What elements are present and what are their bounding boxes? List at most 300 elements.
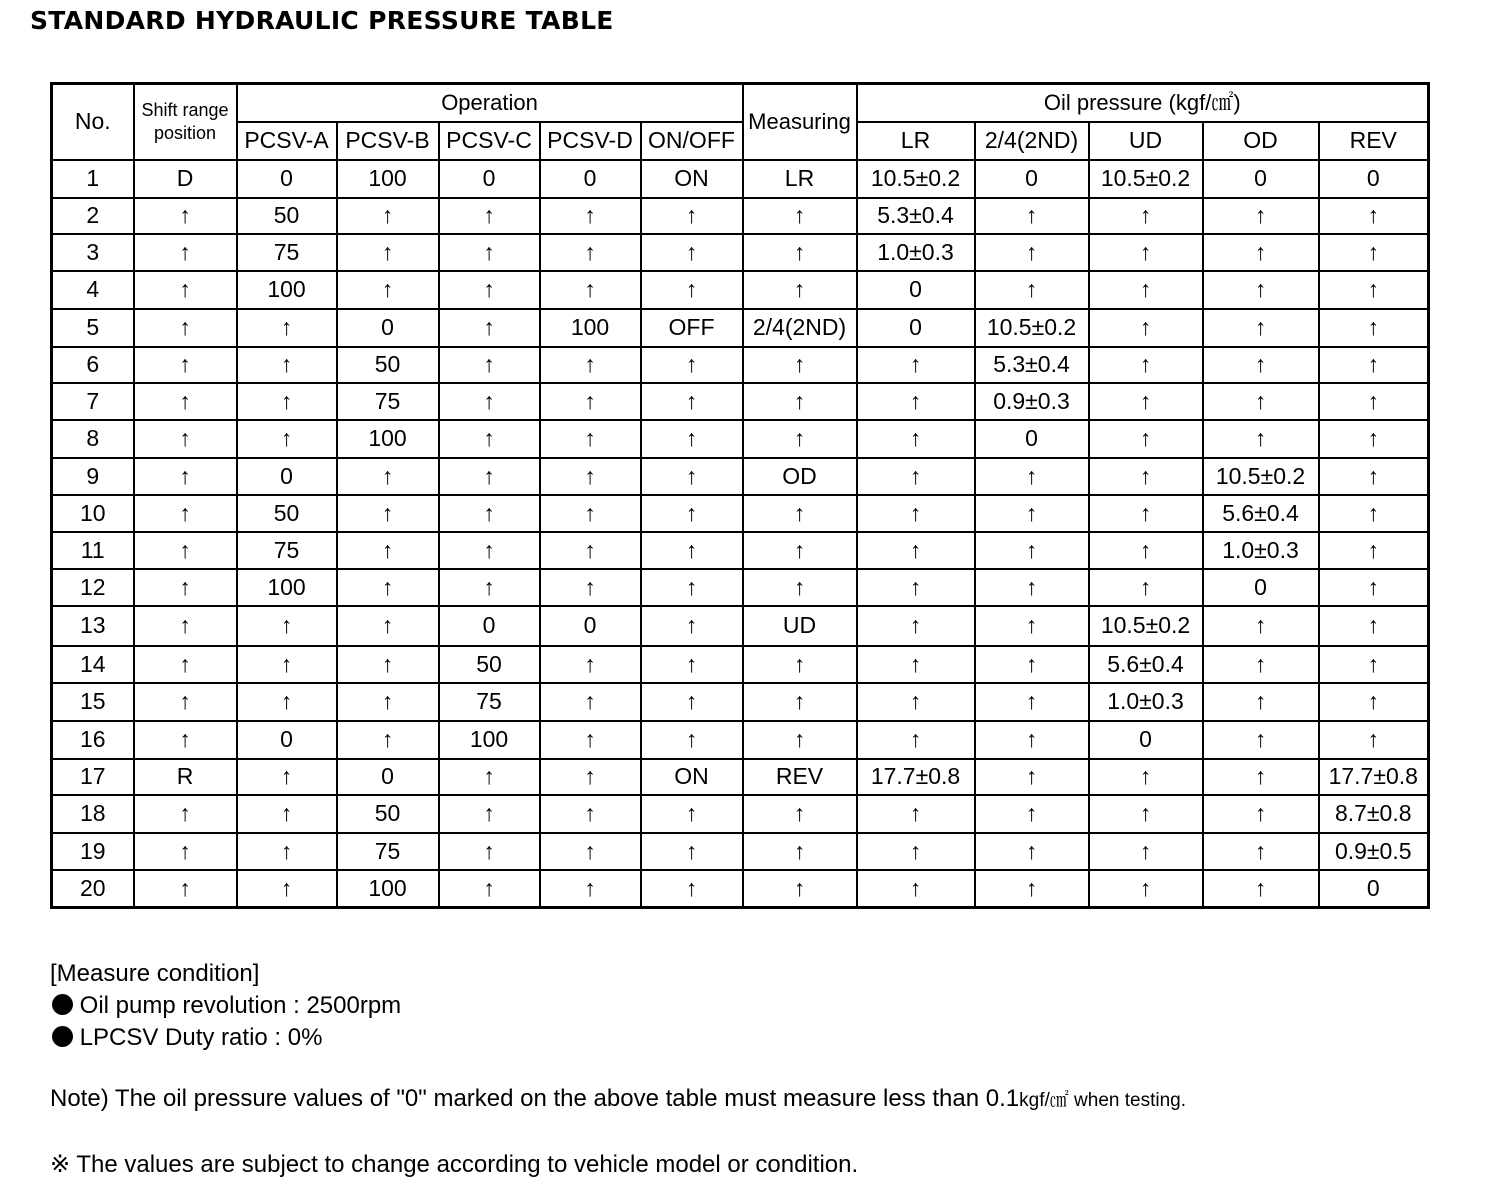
table-cell: ↑ <box>1203 833 1319 870</box>
table-cell: ↑ <box>540 234 641 271</box>
table-cell: ↑ <box>237 420 337 458</box>
table-cell: 18 <box>52 795 134 833</box>
table-cell: ↑ <box>134 646 237 683</box>
table-cell: ↑ <box>134 532 237 569</box>
disclaimer: ※ The values are subject to change according to vehicle model or condition. <box>50 1151 859 1178</box>
table-cell: ↑ <box>857 646 975 683</box>
table-cell: D <box>134 160 237 198</box>
table-cell: ↑ <box>1319 646 1429 683</box>
table-cell: ↑ <box>641 795 743 833</box>
table-row <box>52 309 1429 347</box>
table-cell: ↑ <box>975 721 1089 759</box>
table-cell: ↑ <box>1089 569 1203 606</box>
table-cell: ↑ <box>857 420 975 458</box>
table-cell: ↑ <box>540 721 641 759</box>
table-cell: ↑ <box>337 532 439 569</box>
table-row <box>52 271 1429 309</box>
table-cell: ↑ <box>857 606 975 646</box>
table-cell: ↑ <box>134 347 237 383</box>
table-cell: 0.9±0.5 <box>1319 833 1429 870</box>
header-shift-line2: position <box>153 122 217 143</box>
table-cell: ↑ <box>1319 271 1429 309</box>
table-cell: ↑ <box>337 646 439 683</box>
table-cell: ↑ <box>1319 532 1429 569</box>
table-cell: ↑ <box>641 383 743 420</box>
table-cell: ↑ <box>975 870 1089 908</box>
table-cell: ↑ <box>337 495 439 532</box>
header-lr: LR <box>857 122 975 160</box>
table-cell: ↑ <box>134 721 237 759</box>
page-title: STANDARD HYDRAULIC PRESSURE TABLE <box>30 6 614 35</box>
table-cell: ↑ <box>743 495 857 532</box>
table-cell: 1.0±0.3 <box>857 234 975 271</box>
table-cell: 2 <box>52 198 134 234</box>
table-cell: 0 <box>439 606 540 646</box>
table-cell: 0 <box>857 309 975 347</box>
table-cell: ↑ <box>1089 833 1203 870</box>
table-cell: 2/4(2ND) <box>743 309 857 347</box>
table-cell: ↑ <box>641 683 743 721</box>
table-cell: 0 <box>439 160 540 198</box>
measure-condition-item <box>50 990 401 1022</box>
measure-condition <box>50 958 401 1054</box>
table-cell: 50 <box>237 495 337 532</box>
table-cell: ↑ <box>743 532 857 569</box>
table-row <box>52 569 1429 606</box>
measure-condition-text: Oil pump revolution : 2500rpm <box>79 992 402 1019</box>
table-cell: 50 <box>337 347 439 383</box>
table-cell: ↑ <box>337 569 439 606</box>
table-cell: ↑ <box>743 234 857 271</box>
table-cell: ↑ <box>134 198 237 234</box>
table-cell: ↑ <box>134 271 237 309</box>
table-row <box>52 347 1429 383</box>
table-cell: 0 <box>337 309 439 347</box>
pressure-table <box>50 82 1430 909</box>
table-cell: ↑ <box>641 271 743 309</box>
table-cell: ↑ <box>641 532 743 569</box>
table-cell: 5.6±0.4 <box>1203 495 1319 532</box>
table-cell: 10.5±0.2 <box>857 160 975 198</box>
table-cell: 0 <box>540 606 641 646</box>
table-cell: 8 <box>52 420 134 458</box>
table-cell: 50 <box>337 795 439 833</box>
table-row <box>52 683 1429 721</box>
table-cell: ↑ <box>540 271 641 309</box>
table-cell: ↑ <box>439 833 540 870</box>
table-cell: ↑ <box>540 532 641 569</box>
table-cell: 10.5±0.2 <box>1089 606 1203 646</box>
table-cell: 75 <box>337 833 439 870</box>
table-cell: ↑ <box>439 234 540 271</box>
table-cell: ↑ <box>134 683 237 721</box>
table-cell: ↑ <box>743 833 857 870</box>
table-row <box>52 532 1429 569</box>
table-cell: ↑ <box>134 383 237 420</box>
header-rev: REV <box>1319 122 1429 160</box>
table-cell: ↑ <box>975 271 1089 309</box>
table-cell: ↑ <box>1319 309 1429 347</box>
table-cell: ↑ <box>439 271 540 309</box>
table-cell: ↑ <box>857 458 975 495</box>
table-cell: ↑ <box>1319 569 1429 606</box>
bullet-icon <box>52 1026 73 1047</box>
table-cell: ↑ <box>337 458 439 495</box>
table-cell: ↑ <box>743 721 857 759</box>
table-cell: ↑ <box>1203 683 1319 721</box>
table-cell: ↑ <box>975 458 1089 495</box>
header-pcsv-a: PCSV-A <box>237 122 337 160</box>
table-cell: ↑ <box>134 458 237 495</box>
table-cell: ↑ <box>975 683 1089 721</box>
table-cell: ↑ <box>1089 234 1203 271</box>
table-cell: ↑ <box>134 606 237 646</box>
table-cell: ↑ <box>1319 420 1429 458</box>
table-cell: ↑ <box>641 420 743 458</box>
table-cell: ↑ <box>1319 198 1429 234</box>
table-cell: ↑ <box>743 795 857 833</box>
table-cell: 75 <box>439 683 540 721</box>
table-cell: ↑ <box>1203 347 1319 383</box>
table-cell: 10.5±0.2 <box>975 309 1089 347</box>
table-cell: ↑ <box>540 759 641 795</box>
table-cell: 11 <box>52 532 134 569</box>
table-cell: ↑ <box>337 271 439 309</box>
table-cell: ↑ <box>743 420 857 458</box>
table-cell: ↑ <box>439 569 540 606</box>
table-cell: ↑ <box>1319 683 1429 721</box>
table-cell: 0 <box>337 759 439 795</box>
table-cell: 50 <box>439 646 540 683</box>
table-cell: ↑ <box>237 870 337 908</box>
table-cell: ↑ <box>975 198 1089 234</box>
table-row <box>52 495 1429 532</box>
table-cell: ↑ <box>1203 234 1319 271</box>
table-cell: ON <box>641 759 743 795</box>
table-row <box>52 870 1429 908</box>
table-cell: ↑ <box>439 309 540 347</box>
table-cell: ↑ <box>1203 870 1319 908</box>
table-cell: ↑ <box>439 795 540 833</box>
table-cell: ↑ <box>743 569 857 606</box>
table-cell: ↑ <box>439 759 540 795</box>
table-row <box>52 833 1429 870</box>
header-no: No. <box>52 84 134 160</box>
table-cell: ↑ <box>641 234 743 271</box>
table-cell: 100 <box>237 569 337 606</box>
table-cell: 0 <box>1319 870 1429 908</box>
table-cell: ↑ <box>439 495 540 532</box>
table-cell: ↑ <box>857 721 975 759</box>
table-row <box>52 198 1429 234</box>
table-cell: OD <box>743 458 857 495</box>
table-cell: 4 <box>52 271 134 309</box>
header-on-off: ON/OFF <box>641 122 743 160</box>
table-cell: 0.9±0.3 <box>975 383 1089 420</box>
table-cell: 10.5±0.2 <box>1203 458 1319 495</box>
table-cell: ↑ <box>1089 383 1203 420</box>
table-cell: ↑ <box>743 646 857 683</box>
table-cell: ↑ <box>134 870 237 908</box>
table-cell: ↑ <box>439 383 540 420</box>
table-cell: ↑ <box>1089 309 1203 347</box>
table-cell: 0 <box>237 160 337 198</box>
header-shift-range <box>134 84 237 160</box>
header-shift-line1: Shift range <box>141 100 229 121</box>
table-row <box>52 759 1429 795</box>
table-cell: ↑ <box>540 458 641 495</box>
header-ud: UD <box>1089 122 1203 160</box>
table-cell: 1 <box>52 160 134 198</box>
table-cell: ↑ <box>1203 309 1319 347</box>
table-cell: ↑ <box>439 347 540 383</box>
table-cell: ↑ <box>337 198 439 234</box>
table-cell: 75 <box>237 532 337 569</box>
table-cell: 100 <box>337 870 439 908</box>
table-cell: ↑ <box>975 646 1089 683</box>
table-cell: ↑ <box>237 309 337 347</box>
table-cell: R <box>134 759 237 795</box>
table-cell: ↑ <box>439 870 540 908</box>
table-cell: 100 <box>439 721 540 759</box>
table-cell: ↑ <box>134 795 237 833</box>
table-cell: ↑ <box>540 646 641 683</box>
table-cell: ↑ <box>237 833 337 870</box>
table-cell: ↑ <box>857 683 975 721</box>
table-cell: 0 <box>237 721 337 759</box>
table-cell: ↑ <box>134 309 237 347</box>
table-cell: ↑ <box>540 833 641 870</box>
table-cell: 0 <box>1319 160 1429 198</box>
table-cell: ↑ <box>237 759 337 795</box>
table-cell: 17.7±0.8 <box>857 759 975 795</box>
table-cell: ↑ <box>1319 347 1429 383</box>
table-row <box>52 383 1429 420</box>
table-cell: ↑ <box>1089 198 1203 234</box>
note-line <box>50 1085 1186 1113</box>
table-cell: 100 <box>337 160 439 198</box>
table-cell: ↑ <box>857 347 975 383</box>
table-cell: 12 <box>52 569 134 606</box>
table-cell: ↑ <box>1203 721 1319 759</box>
note-text: Note) The oil pressure values of "0" marked on the above table must measure less than 0.1 <box>50 1085 1020 1112</box>
header-measuring: Measuring <box>743 84 857 160</box>
table-row <box>52 234 1429 271</box>
table-cell: 100 <box>237 271 337 309</box>
table-cell: ↑ <box>975 234 1089 271</box>
table-cell: 10 <box>52 495 134 532</box>
table-cell: ↑ <box>1203 198 1319 234</box>
table-cell: ↑ <box>337 606 439 646</box>
table-cell: ↑ <box>641 458 743 495</box>
table-cell: ↑ <box>1089 870 1203 908</box>
table-cell: 0 <box>1089 721 1203 759</box>
bullet-icon <box>52 994 73 1015</box>
table-cell: 9 <box>52 458 134 495</box>
table-row <box>52 646 1429 683</box>
table-cell: ↑ <box>237 683 337 721</box>
table-cell: ↑ <box>1089 495 1203 532</box>
table-cell: ↑ <box>975 532 1089 569</box>
table-cell: 0 <box>975 420 1089 458</box>
table-cell: ↑ <box>1203 606 1319 646</box>
table-cell: ↑ <box>540 795 641 833</box>
table-cell: ↑ <box>337 234 439 271</box>
table-cell: 5 <box>52 309 134 347</box>
table-cell: 0 <box>1203 160 1319 198</box>
table-cell: ↑ <box>439 532 540 569</box>
table-cell: ↑ <box>439 458 540 495</box>
table-cell: ON <box>641 160 743 198</box>
table-row <box>52 606 1429 646</box>
table-cell: ↑ <box>975 759 1089 795</box>
table-cell: ↑ <box>743 683 857 721</box>
table-cell: ↑ <box>1203 646 1319 683</box>
table-cell: ↑ <box>540 420 641 458</box>
table-cell: ↑ <box>1319 458 1429 495</box>
table-cell: ↑ <box>1203 795 1319 833</box>
measure-condition-heading: [Measure condition] <box>50 960 260 987</box>
table-cell: 3 <box>52 234 134 271</box>
table-cell: ↑ <box>540 569 641 606</box>
table-cell: 5.6±0.4 <box>1089 646 1203 683</box>
table-cell: ↑ <box>975 606 1089 646</box>
table-cell: ↑ <box>1089 271 1203 309</box>
table-cell: ↑ <box>540 870 641 908</box>
table-cell: OFF <box>641 309 743 347</box>
measure-condition-text: LPCSV Duty ratio : 0% <box>79 1024 323 1051</box>
table-cell: ↑ <box>1319 383 1429 420</box>
table-cell: 19 <box>52 833 134 870</box>
table-cell: ↑ <box>540 495 641 532</box>
table-cell: ↑ <box>134 420 237 458</box>
table-cell: ↑ <box>1089 347 1203 383</box>
table-cell: 17.7±0.8 <box>1319 759 1429 795</box>
table-cell: 10.5±0.2 <box>1089 160 1203 198</box>
table-cell: ↑ <box>743 347 857 383</box>
table-cell: ↑ <box>1203 383 1319 420</box>
table-cell: ↑ <box>1319 495 1429 532</box>
table-cell: ↑ <box>540 683 641 721</box>
table-cell: ↑ <box>1089 759 1203 795</box>
table-row <box>52 458 1429 495</box>
table-cell: 8.7±0.8 <box>1319 795 1429 833</box>
table-cell: ↑ <box>134 495 237 532</box>
table-cell: ↑ <box>975 569 1089 606</box>
table-cell: ↑ <box>134 833 237 870</box>
table-cell: 75 <box>237 234 337 271</box>
table-cell: ↑ <box>134 569 237 606</box>
table-cell: ↑ <box>1203 271 1319 309</box>
table-cell: ↑ <box>1319 234 1429 271</box>
table-row <box>52 160 1429 198</box>
table-cell: ↑ <box>641 495 743 532</box>
table-cell: ↑ <box>743 198 857 234</box>
table-row <box>52 420 1429 458</box>
measure-condition-item <box>50 1022 401 1054</box>
table-cell: ↑ <box>857 495 975 532</box>
table-cell: ↑ <box>641 721 743 759</box>
table-cell: 50 <box>237 198 337 234</box>
table-cell: ↑ <box>743 383 857 420</box>
table-cell: ↑ <box>237 795 337 833</box>
header-od: OD <box>1203 122 1319 160</box>
header-pcsv-c: PCSV-C <box>439 122 540 160</box>
table-cell: ↑ <box>743 870 857 908</box>
table-cell: ↑ <box>1319 721 1429 759</box>
table-cell: 1.0±0.3 <box>1203 532 1319 569</box>
header-2nd: 2/4(2ND) <box>975 122 1089 160</box>
table-cell: 17 <box>52 759 134 795</box>
table-cell: 75 <box>337 383 439 420</box>
note-unit-text: kgf/㎠ when testing. <box>1019 1090 1186 1111</box>
table-cell: 6 <box>52 347 134 383</box>
table-cell: 1.0±0.3 <box>1089 683 1203 721</box>
table-cell: ↑ <box>857 795 975 833</box>
table-cell: ↑ <box>641 569 743 606</box>
table-cell: ↑ <box>857 532 975 569</box>
table-cell: ↑ <box>1089 532 1203 569</box>
table-cell: ↑ <box>1319 606 1429 646</box>
table-cell: 15 <box>52 683 134 721</box>
table-cell: 0 <box>857 271 975 309</box>
table-cell: ↑ <box>857 569 975 606</box>
table-cell: 100 <box>337 420 439 458</box>
table-cell: ↑ <box>237 347 337 383</box>
table-row <box>52 795 1429 833</box>
table-cell: ↑ <box>641 870 743 908</box>
table-cell: ↑ <box>641 198 743 234</box>
table-cell: ↑ <box>975 495 1089 532</box>
table-body <box>52 160 1429 908</box>
table-cell: UD <box>743 606 857 646</box>
table-cell: LR <box>743 160 857 198</box>
table-cell: ↑ <box>540 383 641 420</box>
table-cell: REV <box>743 759 857 795</box>
header-pcsv-d: PCSV-D <box>540 122 641 160</box>
table-cell: 0 <box>1203 569 1319 606</box>
table-cell: ↑ <box>439 420 540 458</box>
table-cell: ↑ <box>337 721 439 759</box>
table-cell: 7 <box>52 383 134 420</box>
table-cell: 16 <box>52 721 134 759</box>
table-cell: ↑ <box>237 606 337 646</box>
table-cell: ↑ <box>540 198 641 234</box>
header-pcsv-b: PCSV-B <box>337 122 439 160</box>
table-row <box>52 721 1429 759</box>
table-cell: ↑ <box>1203 420 1319 458</box>
table-cell: ↑ <box>1089 795 1203 833</box>
table-cell: 20 <box>52 870 134 908</box>
table-cell: ↑ <box>134 234 237 271</box>
table-cell: 13 <box>52 606 134 646</box>
table-cell: ↑ <box>641 646 743 683</box>
table-cell: ↑ <box>857 833 975 870</box>
table-cell: ↑ <box>237 646 337 683</box>
table-cell: ↑ <box>641 833 743 870</box>
header-oil-pressure: Oil pressure (kgf/㎠) <box>857 84 1429 122</box>
table-cell: 5.3±0.4 <box>975 347 1089 383</box>
table-cell: ↑ <box>1203 759 1319 795</box>
table-cell: 0 <box>975 160 1089 198</box>
table-cell: 0 <box>540 160 641 198</box>
header-operation: Operation <box>237 84 743 122</box>
table-cell: ↑ <box>641 606 743 646</box>
table-cell: 14 <box>52 646 134 683</box>
table-cell: ↑ <box>1089 458 1203 495</box>
table-cell: ↑ <box>237 383 337 420</box>
table-cell: ↑ <box>975 833 1089 870</box>
